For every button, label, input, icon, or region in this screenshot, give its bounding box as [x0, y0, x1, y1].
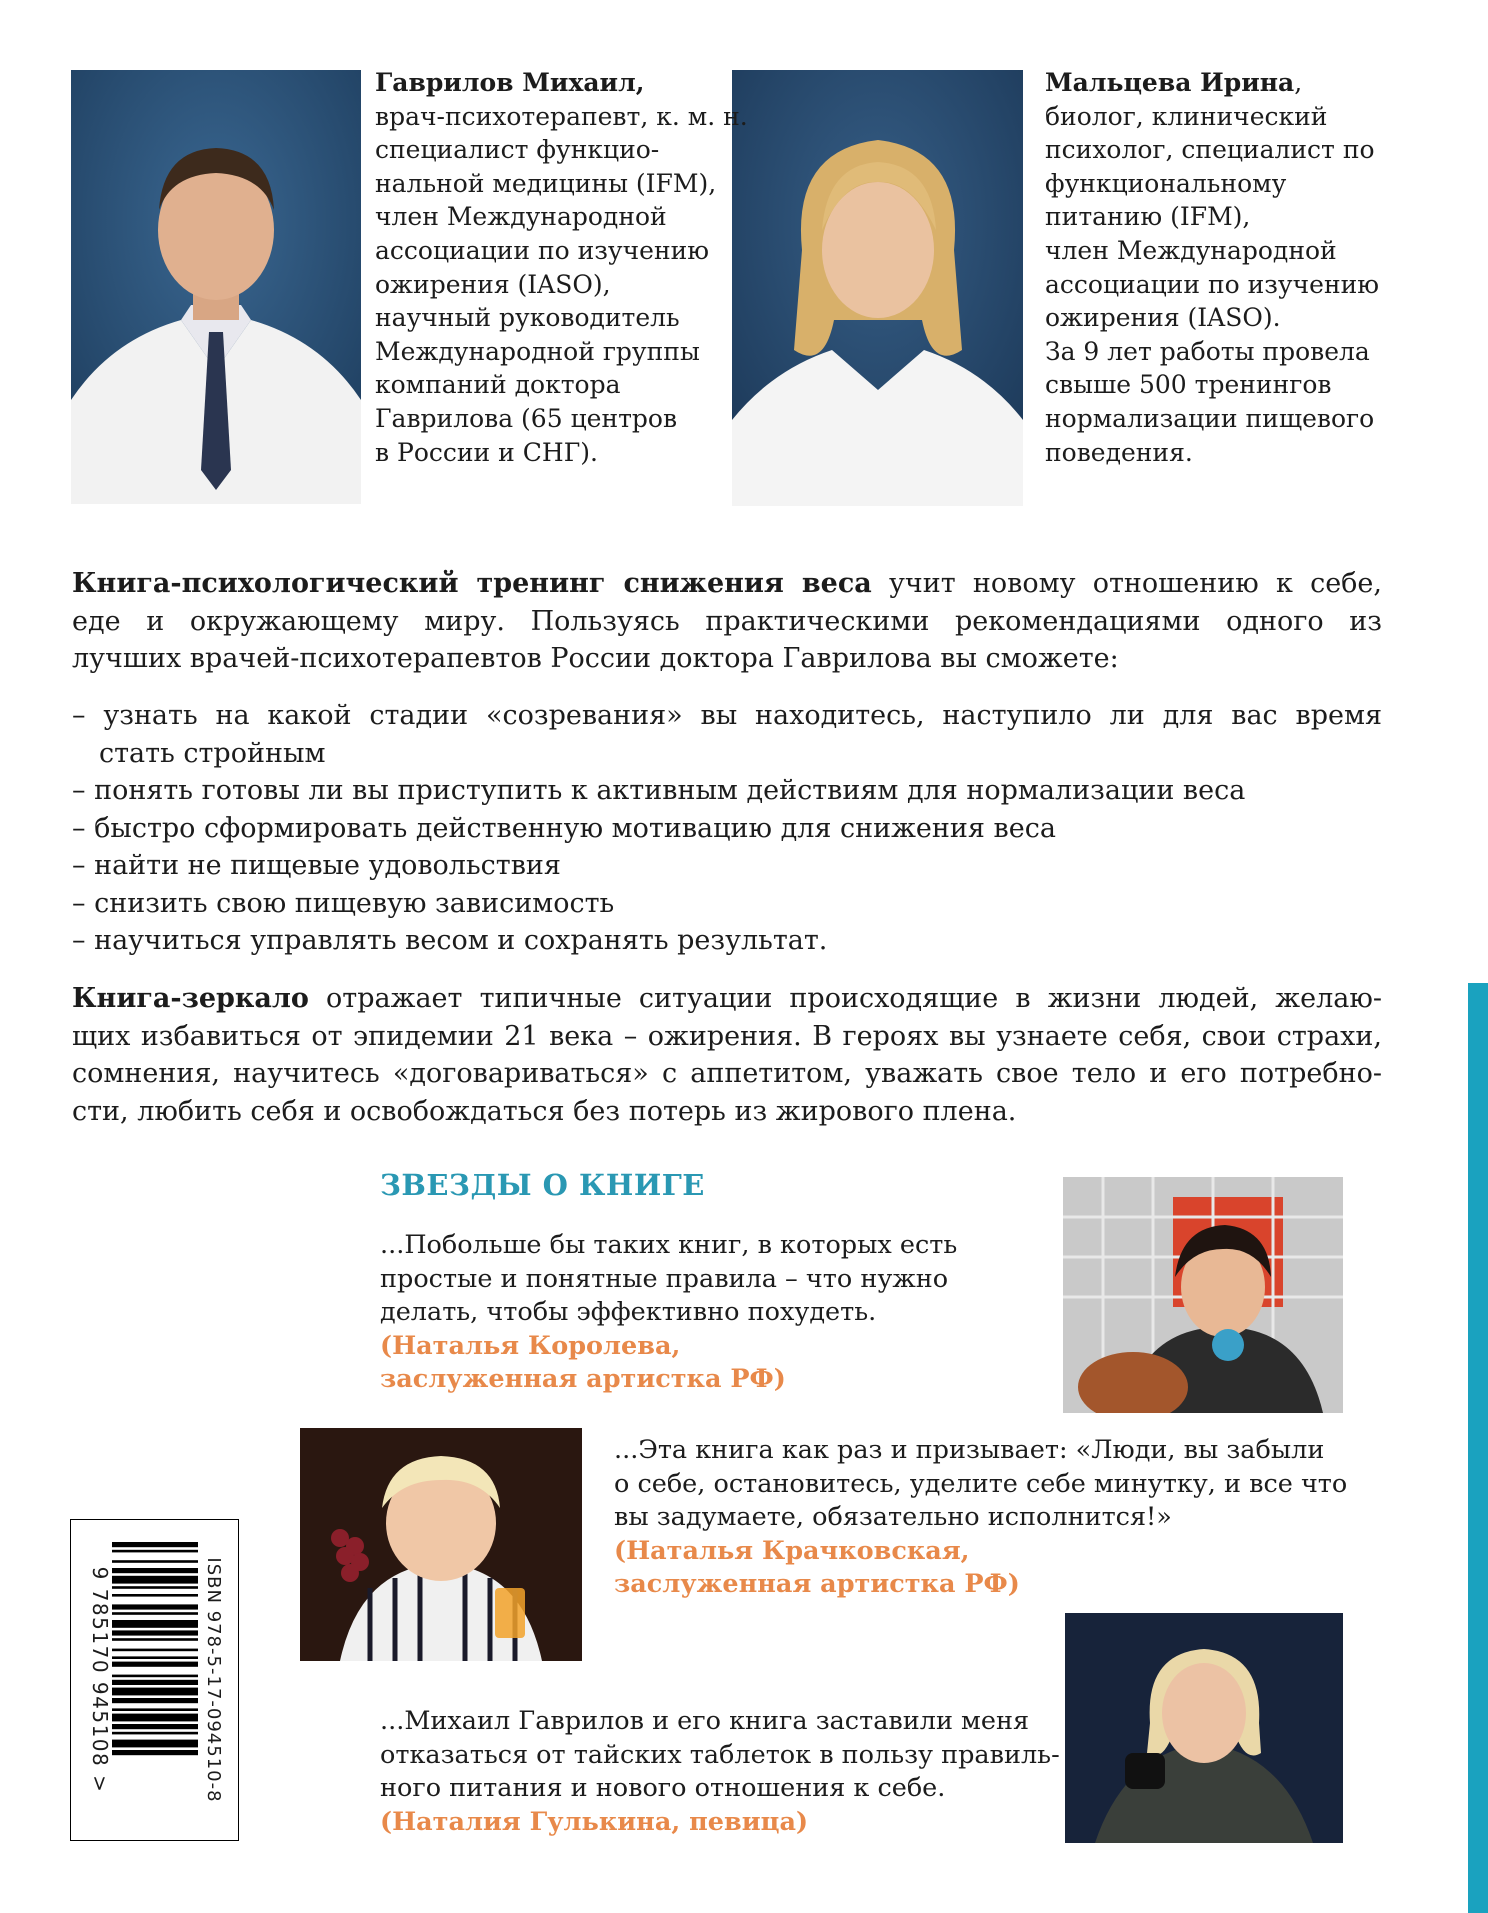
- bio-line: ожирения (IASO).: [1045, 303, 1281, 333]
- bio-line: врач-психотерапевт, к. м. н.: [375, 101, 748, 131]
- bio-line: свыше 500 тренингов: [1045, 370, 1332, 400]
- mirror-paragraph: [72, 980, 1382, 1130]
- bio-line: ассоциации по изучению: [375, 235, 710, 265]
- intro-bold: Книга-психологический тренинг снижения веса: [72, 568, 872, 599]
- author-bio-gavrilov: [375, 66, 748, 469]
- bio-line: поведения.: [1045, 437, 1193, 467]
- author-name-suffix: ,: [1294, 68, 1303, 97]
- quote-line: ...Михаил Гаврилов и его книга заставили меня: [380, 1706, 1030, 1736]
- bio-line: биолог, клинический: [1045, 101, 1328, 131]
- quote-line: делать, чтобы эффективно похудеть.: [380, 1297, 877, 1327]
- quote-line: простые и понятные правила – что нужно: [380, 1263, 949, 1294]
- celebrity-photo-gulkina: [1065, 1613, 1343, 1843]
- mirror-bold: Книга-зеркало: [72, 983, 309, 1014]
- list-item: – научиться управлять весом и сохранять результат.: [72, 925, 828, 956]
- author-bio-maltseva: [1045, 66, 1379, 469]
- author-photo-maltseva: [732, 70, 1023, 506]
- quote-attribution: (Наталия Гулькина, певица): [380, 1806, 809, 1837]
- quote-line: о себе, остановитесь, уделите себе минутку, и все что: [614, 1468, 1348, 1499]
- mirror-text: сомнения, научитесь «договариваться» с аппетитом, уважать свое тело и его потребно-: [72, 1058, 1382, 1089]
- bio-line: ассоциации по изучению: [1045, 269, 1380, 299]
- intro-text: учит новому отношению к себе,: [871, 568, 1382, 599]
- quote-line: ...Побольше бы таких книг, в которых есть: [380, 1230, 958, 1260]
- isbn-barcode: [70, 1519, 239, 1841]
- bio-line: в России и СНГ).: [375, 437, 598, 467]
- celebrity-photo-krachkovskaya: [300, 1428, 582, 1661]
- intro-text: лучших врачей-психотерапевтов России доктора Гаврилова вы сможете:: [72, 643, 1119, 674]
- list-item: – понять готовы ли вы приступить к активным действиям для нормализации веса: [72, 775, 1246, 806]
- benefits-list: [72, 697, 1382, 960]
- bio-line: Гаврилова (65 центров: [375, 403, 678, 433]
- bio-line: За 9 лет работы провела: [1045, 336, 1370, 366]
- bio-line: специалист функцио-: [375, 135, 660, 165]
- mirror-text: щих избавиться от эпидемии 21 века – ожирения. В героях вы узнаете себя, свои страхи,: [72, 1020, 1382, 1052]
- bio-line: компаний доктора: [375, 370, 621, 400]
- bio-line: член Международной: [1045, 235, 1337, 265]
- bio-line: научный руководитель: [375, 303, 680, 333]
- bio-line: Международной группы: [375, 336, 700, 366]
- quote-attribution: заслуженная артистка РФ): [380, 1364, 786, 1394]
- quote-line: ...Эта книга как раз и призывает: «Люди, вы забыли: [614, 1435, 1325, 1465]
- quote-line: ного питания и нового отношения к себе.: [380, 1773, 946, 1803]
- bio-line: психолог, специалист по: [1045, 135, 1375, 165]
- quote-line: отказаться от тайских таблеток в пользу правиль-: [380, 1739, 1060, 1770]
- barcode-digits: 9 785170 945108 >: [87, 1566, 112, 1794]
- quote-gulkina: [380, 1705, 1060, 1839]
- celebrity-photo-koroleva: [1063, 1177, 1343, 1413]
- quote-attribution: заслуженная артистка РФ): [614, 1569, 1020, 1599]
- mirror-text: отражает типичные ситуации происходящие в жизни людей, желаю-: [308, 983, 1382, 1014]
- intro-text: еде и окружающему миру. Пользуясь практическими рекомендациями одного из: [72, 605, 1382, 637]
- list-item: стать стройным: [99, 737, 326, 769]
- list-item: – узнать на какой стадии «созревания» вы находитесь, наступило ли для вас время: [72, 700, 1382, 731]
- quote-attribution: (Наталья Крачковская,: [614, 1535, 970, 1566]
- mirror-text: сти, любить себя и освобождаться без потерь из жирового плена.: [72, 1095, 1017, 1127]
- isbn-text: ISBN 978-5-17-094510-8: [202, 1557, 224, 1803]
- bio-line: питанию (IFM),: [1045, 202, 1251, 232]
- author-name: Гаврилов Михаил,: [375, 68, 645, 97]
- list-item: – быстро сформировать действенную мотивацию для снижения веса: [72, 812, 1056, 844]
- cover-edge-stripe: [1468, 983, 1488, 1913]
- stars-section-title: ЗВЕЗДЫ О КНИГЕ: [380, 1168, 705, 1202]
- bio-line: функциональному: [1045, 168, 1287, 198]
- barcode-bars: [112, 1542, 198, 1818]
- bio-line: член Международной: [375, 202, 667, 232]
- quote-koroleva: [380, 1229, 957, 1397]
- list-item: – найти не пищевые удовольствия: [72, 850, 561, 881]
- bio-line: ожирения (IASO),: [375, 269, 611, 299]
- quote-attribution: (Наталья Королева,: [380, 1330, 681, 1361]
- author-name: Мальцева Ирина: [1045, 68, 1295, 97]
- bio-line: нормализации пищевого: [1045, 403, 1375, 433]
- intro-paragraph: [72, 565, 1382, 678]
- bio-line: нальной медицины (IFM),: [375, 168, 717, 198]
- author-photo-gavrilov: [71, 70, 361, 504]
- quote-krachkovskaya: [614, 1434, 1347, 1602]
- list-item: – снизить свою пищевую зависимость: [72, 887, 615, 919]
- quote-line: вы задумаете, обязательно исполнится!»: [614, 1502, 1172, 1532]
